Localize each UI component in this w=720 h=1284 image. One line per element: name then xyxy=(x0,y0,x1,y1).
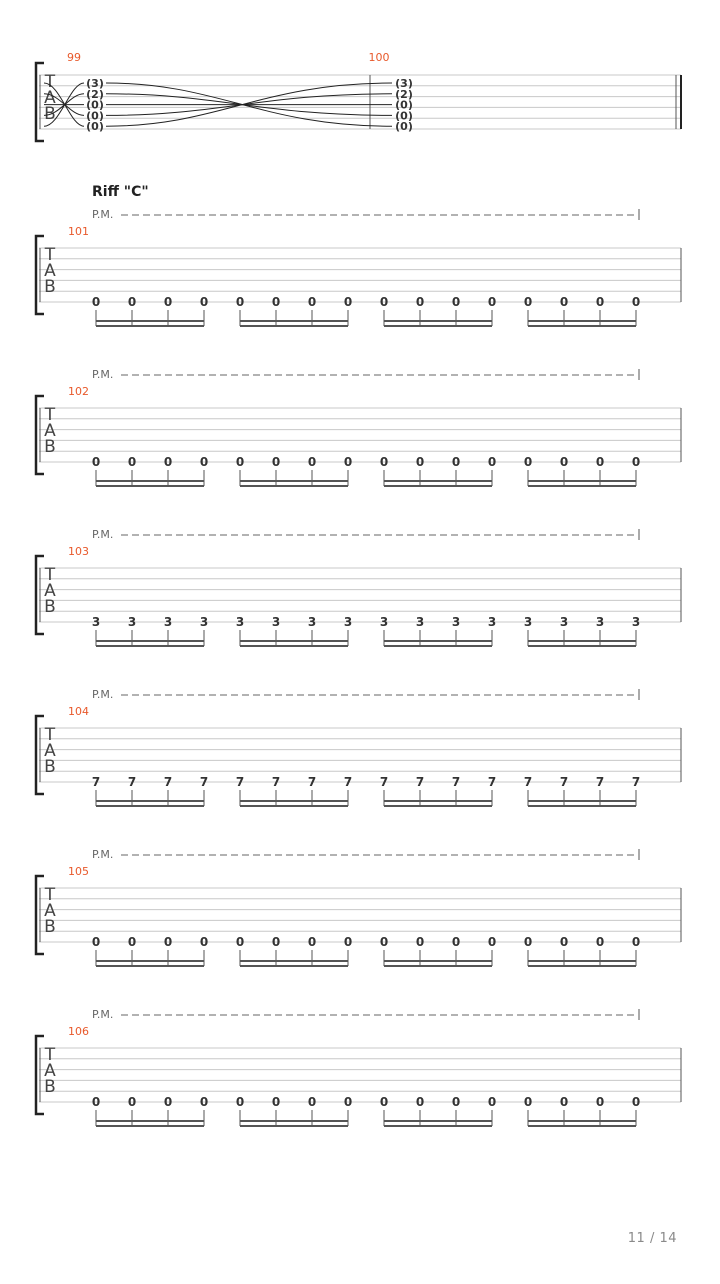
fret-number: 0 xyxy=(451,455,461,469)
page-indicator: 11 / 14 xyxy=(627,1231,677,1246)
fret-number: 7 xyxy=(379,775,389,789)
fret-number: (3) xyxy=(86,77,104,90)
fret-number: 0 xyxy=(307,455,317,469)
tab-clef-letter: T xyxy=(44,725,56,745)
fret-number: (0) xyxy=(86,98,104,112)
fret-number: 0 xyxy=(199,295,209,309)
fret-number: 0 xyxy=(379,295,389,309)
fret-number: 0 xyxy=(487,295,497,309)
tab-clef-letter: A xyxy=(44,88,56,108)
fret-number: 3 xyxy=(559,615,569,629)
fret-number: 7 xyxy=(91,775,101,789)
fret-number: 3 xyxy=(523,615,533,629)
measure-number: 105 xyxy=(68,865,89,878)
fret-number: 0 xyxy=(91,935,101,949)
fret-number: 7 xyxy=(595,775,605,789)
fret-number: (0) xyxy=(395,98,413,112)
fret-number: 0 xyxy=(487,455,497,469)
tab-clef-letter: A xyxy=(44,261,56,281)
palm-mute-label: P.M. xyxy=(92,528,114,541)
fret-number: 0 xyxy=(595,455,605,469)
fret-number: 0 xyxy=(523,1095,533,1109)
fret-number: 0 xyxy=(595,935,605,949)
fret-number: 7 xyxy=(271,775,281,789)
fret-number: 3 xyxy=(235,615,245,629)
fret-number: 0 xyxy=(307,935,317,949)
section-label: Riff "C" xyxy=(92,184,149,200)
fret-number: 0 xyxy=(523,295,533,309)
measure-number: 102 xyxy=(68,385,89,398)
fret-number: 0 xyxy=(127,295,137,309)
palm-mute-label: P.M. xyxy=(92,688,114,701)
fret-number: 0 xyxy=(487,935,497,949)
fret-number: 0 xyxy=(451,935,461,949)
fret-number: (0) xyxy=(395,120,413,134)
fret-number: 3 xyxy=(487,615,497,629)
fret-number: 7 xyxy=(415,775,425,789)
measure-number: 100 xyxy=(368,51,390,64)
measure-number: 104 xyxy=(68,705,89,718)
fret-number: 0 xyxy=(631,295,641,309)
fret-number: 0 xyxy=(631,455,641,469)
fret-number: 0 xyxy=(91,295,101,309)
fret-number: (0) xyxy=(86,120,104,134)
fret-number: 0 xyxy=(559,935,569,949)
fret-number: 0 xyxy=(307,295,317,309)
fret-number: 0 xyxy=(91,1095,101,1109)
fret-number: 0 xyxy=(451,1095,461,1109)
fret-number: 0 xyxy=(631,1095,641,1109)
fret-number: 3 xyxy=(307,615,317,629)
palm-mute-label: P.M. xyxy=(92,208,114,221)
fret-number: 0 xyxy=(379,1095,389,1109)
fret-number: 0 xyxy=(271,295,281,309)
fret-number: (2) xyxy=(86,87,104,101)
fret-number: (3) xyxy=(395,77,413,90)
tab-clef-letter: A xyxy=(44,421,56,441)
fret-number: 0 xyxy=(559,455,569,469)
fret-number: 0 xyxy=(199,1095,209,1109)
fret-number: 0 xyxy=(235,935,245,949)
fret-number: 0 xyxy=(235,455,245,469)
tab-clef-letter: B xyxy=(44,597,56,617)
fret-number: 0 xyxy=(523,455,533,469)
tab-clef-letter: T xyxy=(44,885,56,905)
fret-number: 0 xyxy=(379,935,389,949)
measure-number: 103 xyxy=(68,545,89,558)
fret-number: 0 xyxy=(523,935,533,949)
tab-clef-letter: B xyxy=(44,437,56,457)
fret-number: 0 xyxy=(271,1095,281,1109)
fret-number: 0 xyxy=(163,1095,173,1109)
fret-number: 0 xyxy=(127,455,137,469)
fret-number: 7 xyxy=(343,775,353,789)
measure-number: 101 xyxy=(68,225,89,238)
fret-number: 0 xyxy=(163,455,173,469)
tab-clef-letter: T xyxy=(44,565,56,585)
fret-number: 3 xyxy=(127,615,137,629)
tab-clef-letter: A xyxy=(44,1061,56,1081)
fret-number: 0 xyxy=(235,295,245,309)
tab-clef-letter: B xyxy=(44,917,56,937)
fret-number: 0 xyxy=(415,1095,425,1109)
fret-number: 3 xyxy=(343,615,353,629)
fret-number: 0 xyxy=(415,935,425,949)
fret-number: 0 xyxy=(415,455,425,469)
fret-number: 0 xyxy=(343,1095,353,1109)
measure-number: 106 xyxy=(68,1025,89,1038)
fret-number: 7 xyxy=(235,775,245,789)
fret-number: 3 xyxy=(271,615,281,629)
fret-number: 0 xyxy=(343,295,353,309)
tab-clef-letter: T xyxy=(44,72,56,92)
fret-number: 7 xyxy=(163,775,173,789)
fret-number: (0) xyxy=(395,109,413,123)
fret-number: 0 xyxy=(487,1095,497,1109)
fret-number: 0 xyxy=(451,295,461,309)
fret-number: 0 xyxy=(271,935,281,949)
fret-number: 0 xyxy=(343,935,353,949)
tab-clef-letter: B xyxy=(44,1077,56,1097)
tab-clef-letter: A xyxy=(44,581,56,601)
fret-number: 3 xyxy=(163,615,173,629)
fret-number: 0 xyxy=(199,455,209,469)
tab-clef-letter: T xyxy=(44,405,56,425)
palm-mute-label: P.M. xyxy=(92,1008,114,1021)
tab-clef-letter: A xyxy=(44,901,56,921)
fret-number: 7 xyxy=(631,775,641,789)
tab-clef-letter: A xyxy=(44,741,56,761)
fret-number: 0 xyxy=(307,1095,317,1109)
fret-number: 0 xyxy=(199,935,209,949)
fret-number: 0 xyxy=(595,1095,605,1109)
tab-clef-letter: B xyxy=(44,277,56,297)
fret-number: 3 xyxy=(91,615,101,629)
palm-mute-label: P.M. xyxy=(92,848,114,861)
fret-number: 3 xyxy=(415,615,425,629)
fret-number: 0 xyxy=(127,935,137,949)
fret-number: (0) xyxy=(86,109,104,123)
fret-number: 3 xyxy=(631,615,641,629)
fret-number: 7 xyxy=(199,775,209,789)
palm-mute-label: P.M. xyxy=(92,368,114,381)
fret-number: 7 xyxy=(523,775,533,789)
fret-number: 0 xyxy=(379,455,389,469)
fret-number: 0 xyxy=(343,455,353,469)
fret-number: 3 xyxy=(379,615,389,629)
fret-number: 0 xyxy=(163,295,173,309)
fret-number: 0 xyxy=(631,935,641,949)
fret-number: 0 xyxy=(235,1095,245,1109)
fret-number: 0 xyxy=(163,935,173,949)
fret-number: 0 xyxy=(415,295,425,309)
fret-number: 0 xyxy=(271,455,281,469)
fret-number: 7 xyxy=(487,775,497,789)
tab-clef-letter: B xyxy=(44,104,56,124)
fret-number: 7 xyxy=(451,775,461,789)
fret-number: 0 xyxy=(559,295,569,309)
fret-number: 7 xyxy=(559,775,569,789)
tab-clef-letter: T xyxy=(44,245,56,265)
tab-clef-letter: T xyxy=(44,1045,56,1065)
fret-number: 3 xyxy=(451,615,461,629)
fret-number: 0 xyxy=(91,455,101,469)
fret-number: 3 xyxy=(595,615,605,629)
fret-number: 7 xyxy=(127,775,137,789)
measure-number: 99 xyxy=(67,51,81,64)
fret-number: 7 xyxy=(307,775,317,789)
fret-number: 0 xyxy=(595,295,605,309)
tab-clef-letter: B xyxy=(44,757,56,777)
fret-number: 0 xyxy=(559,1095,569,1109)
fret-number: 0 xyxy=(127,1095,137,1109)
fret-number: 3 xyxy=(199,615,209,629)
fret-number: (2) xyxy=(395,87,413,101)
